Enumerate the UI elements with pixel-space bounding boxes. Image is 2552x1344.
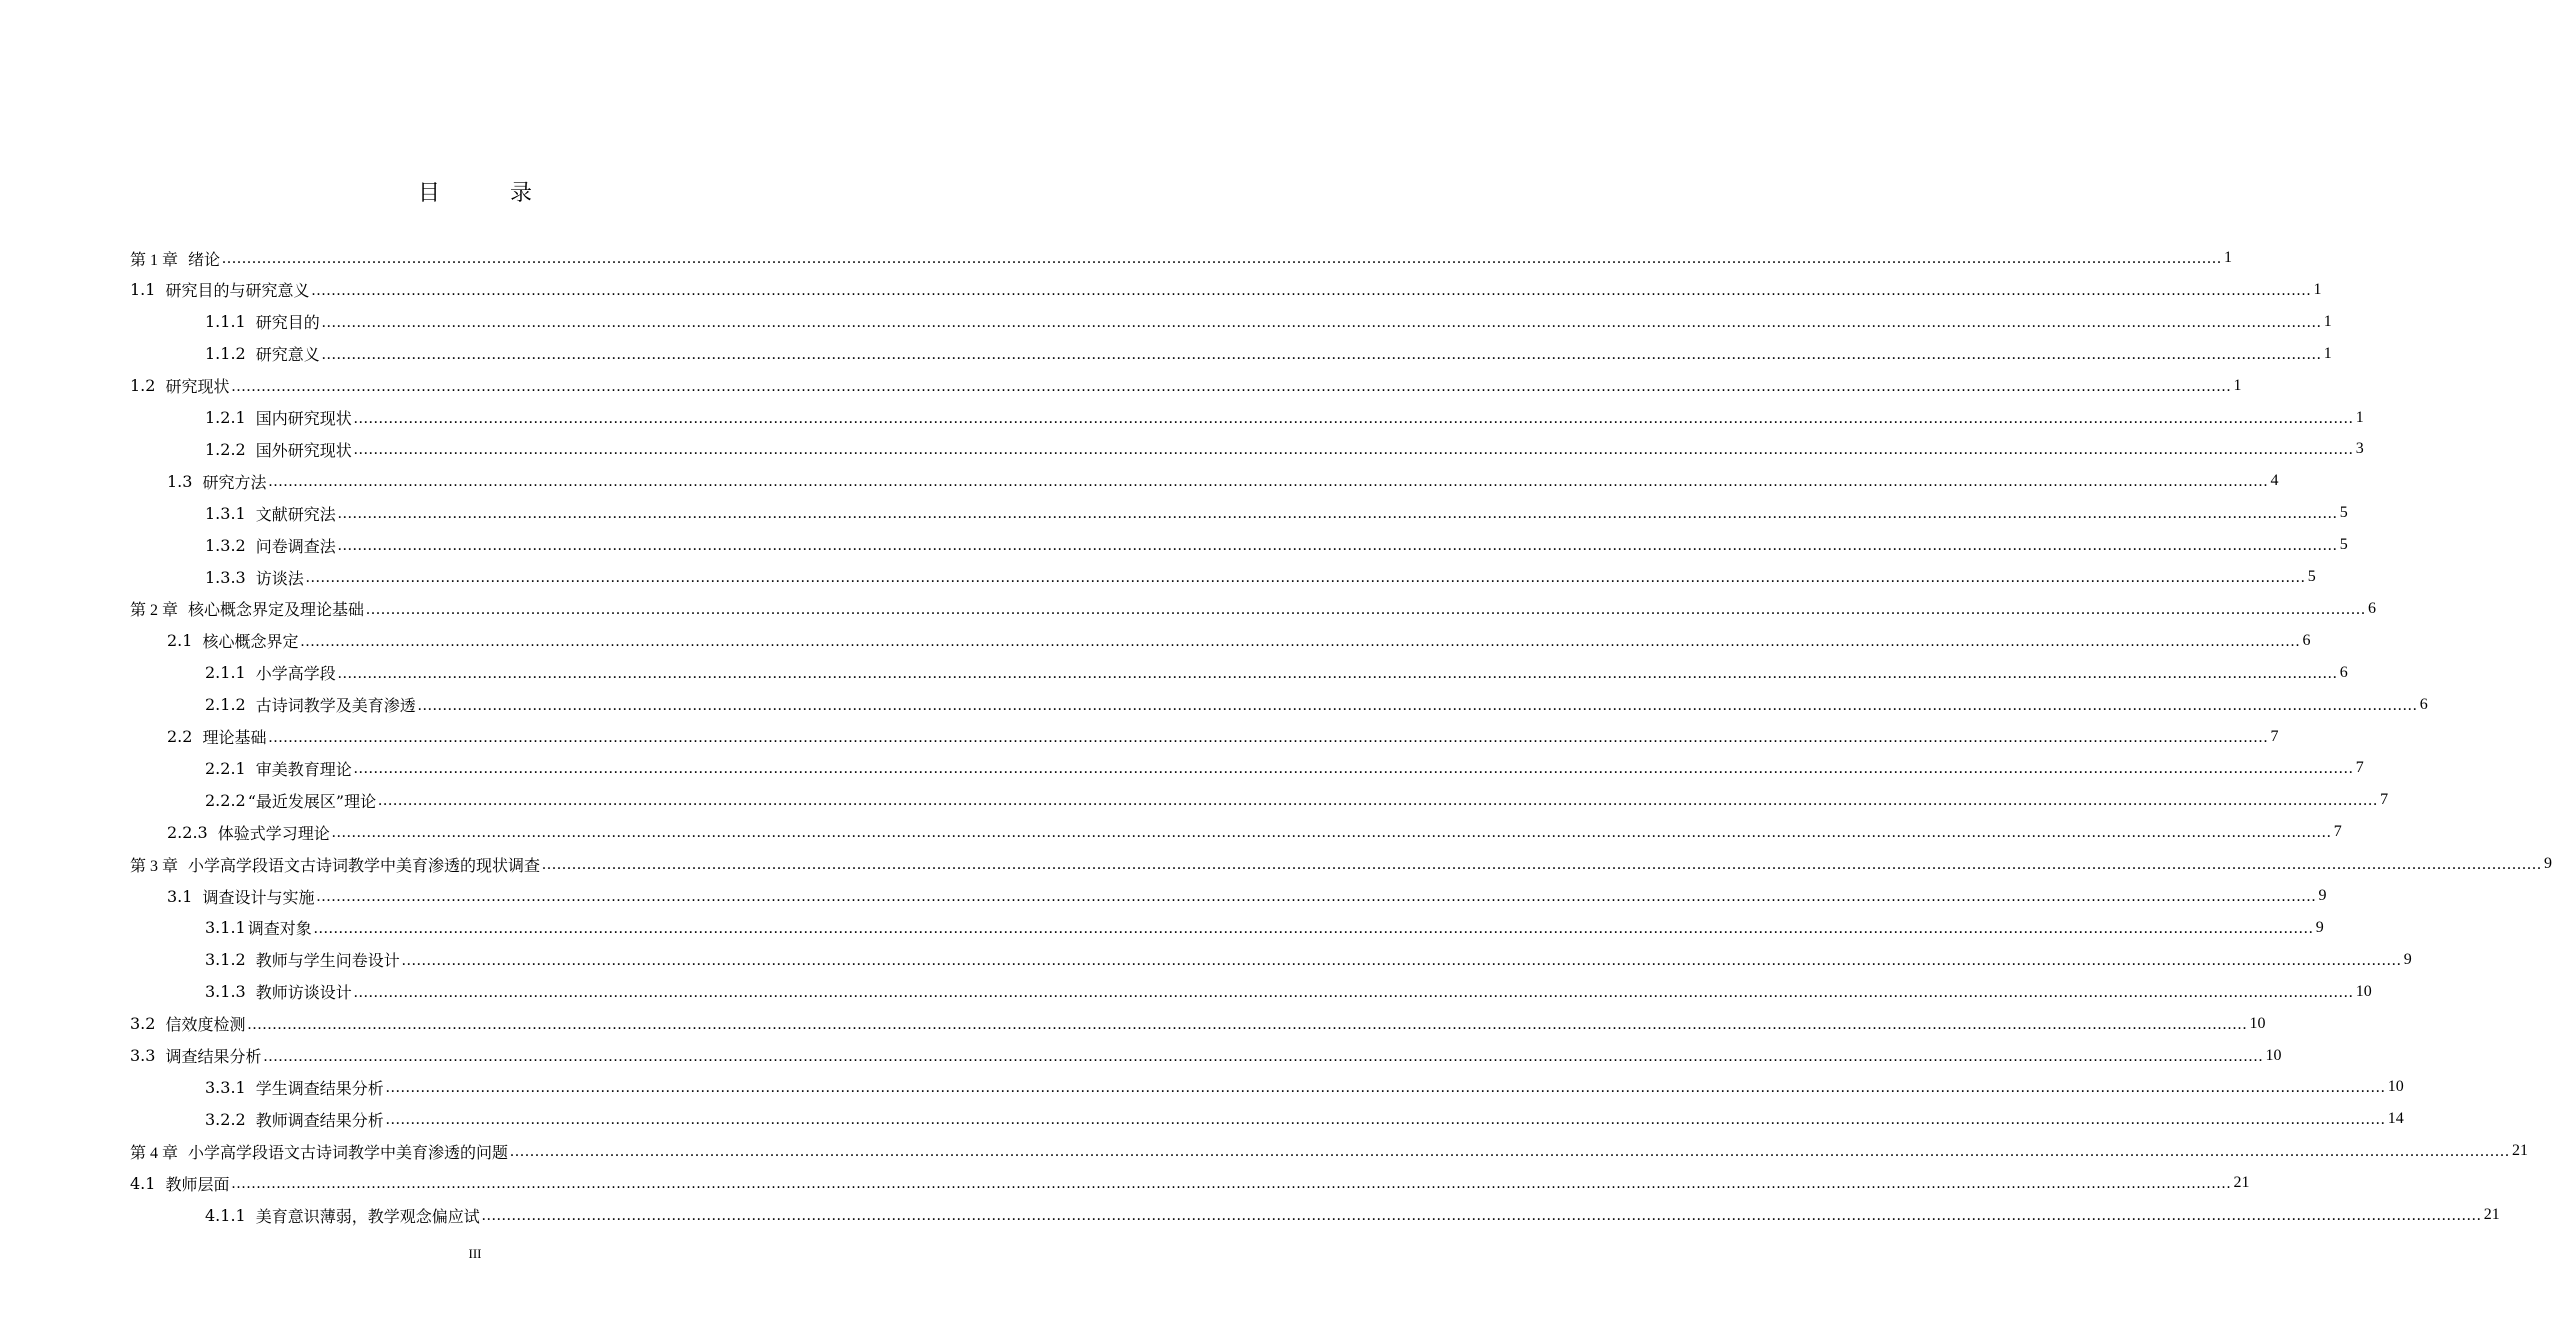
toc-entry-title: 调查设计与实施 [202,887,315,907]
toc-leader-dots: ................................................................................................................................................................................................................................................................................................................................................................................................................ [247,1015,2248,1033]
toc-leader-dots: ................................................................................................................................................................................................................................................................................................................................................................................................................ [353,760,2354,778]
toc-entry-page: 14 [2387,1110,2404,1128]
toc-entry-page: 10 [2355,982,2372,1000]
toc-leader-dots: ................................................................................................................................................................................................................................................................................................................................................................................................................ [417,696,2418,714]
toc-leader-dots: ................................................................................................................................................................................................................................................................................................................................................................................................................ [316,888,2317,905]
toc-entry-title: 美育意识薄弱，教学观念偏应试 [255,1206,480,1226]
toc-leader-dots: ................................................................................................................................................................................................................................................................................................................................................................................................................ [385,1111,2386,1129]
toc-entry-title: 调查结果分析 [165,1047,262,1066]
toc-entry-number: 第 1 章 [130,251,179,269]
toc-entry[interactable] [130,370,2242,402]
toc-entry-title: 绪论 [188,249,221,269]
toc-entry-page: 7 [2333,823,2342,841]
toc-entry-page: 9 [2403,950,2412,968]
toc-leader-dots: ................................................................................................................................................................................................................................................................................................................................................................................................................ [481,1207,2482,1224]
toc-entry-page: 9 [2544,855,2552,873]
toc-entry-page: 1 [2233,376,2242,394]
toc-entry-page: 9 [2315,918,2324,936]
toc-entry-number: 第 3 章 [130,857,179,875]
toc-entry[interactable] [205,752,2364,784]
toc-entry-number: 第 2 章 [130,602,179,620]
toc-entry-page: 7 [2355,759,2364,777]
toc-entry[interactable] [205,1103,2404,1135]
toc-leader-dots: ................................................................................................................................................................................................................................................................................................................................................................................................................ [353,441,2354,459]
toc-leader-dots: ................................................................................................................................................................................................................................................................................................................................................................................................................ [353,409,2354,427]
toc-leader-dots: ................................................................................................................................................................................................................................................................................................................................................................................................................ [353,983,2354,1001]
toc-entry-title: 国内研究现状 [255,409,352,428]
toc-entry-number: 3.1 [167,886,193,906]
toc-entry-page: 10 [2249,1014,2266,1032]
toc-entry-number: 2.1.1 [205,663,246,683]
page-title: 目 录 [417,181,556,206]
toc-entry-number: 2.2.3 [167,822,208,842]
page-number-footer: III [468,1246,482,1261]
toc-entry-number: 2.1.2 [205,695,246,715]
toc-entry[interactable] [205,976,2372,1008]
toc-entry-page: 1 [2323,344,2332,362]
toc-entry-page: 10 [2265,1046,2282,1064]
toc-entry-number: 4.1 [130,1173,156,1193]
toc-entry-number: 1.1.2 [205,344,246,364]
toc-entry-number: 2.2.1 [205,758,246,778]
toc-entry-title: 小学高学段 [255,664,336,684]
toc-entry-number: 2.2.2 [205,790,246,810]
toc-leader-dots: ................................................................................................................................................................................................................................................................................................................................................................................................................ [378,792,2379,810]
toc-leader-dots: ................................................................................................................................................................................................................................................................................................................................................................................................................ [337,505,2338,523]
toc-leader-dots: ................................................................................................................................................................................................................................................................................................................................................................................................................ [321,345,2322,363]
toc-leader-dots: ................................................................................................................................................................................................................................................................................................................................................................................................................ [222,250,2223,267]
toc-entry[interactable] [167,880,2327,912]
toc-entry-number: 1.1 [130,280,156,300]
toc-entry[interactable] [130,1135,2529,1167]
toc-entry[interactable] [205,561,2316,593]
toc-entry-title: 信效度检测 [165,1015,246,1035]
toc-entry-page: 7 [2270,727,2279,745]
toc-entry-title: 研究意义 [255,345,320,365]
toc-entry[interactable] [205,306,2332,338]
toc-leader-dots: ................................................................................................................................................................................................................................................................................................................................................................................................................ [321,313,2322,331]
toc-entry[interactable] [130,274,2322,306]
toc-entry-number: 3.1.1 [205,918,246,938]
toc-entry-title: 调查对象 [247,919,312,939]
toc-leader-dots: ................................................................................................................................................................................................................................................................................................................................................................................................................ [401,951,2402,969]
toc-entry-title: 理论基础 [202,728,267,747]
toc-leader-dots: ................................................................................................................................................................................................................................................................................................................................................................................................................ [385,1079,2386,1097]
toc-entry[interactable] [205,402,2364,434]
toc-leader-dots: ................................................................................................................................................................................................................................................................................................................................................................................................................ [263,1047,2264,1065]
toc-entry-page: 1 [2355,408,2364,426]
toc-entry-page: 1 [2323,312,2332,330]
toc-entry-title: 教师调查结果分析 [255,1110,384,1130]
toc-entry-title: 教师层面 [165,1174,230,1194]
toc-entry-number: 1.3.1 [205,503,246,523]
toc-entry[interactable] [205,944,2412,976]
toc-entry[interactable] [205,529,2348,561]
toc-entry[interactable] [130,1040,2282,1072]
toc-entry-page: 10 [2387,1078,2404,1096]
toc-entry[interactable] [205,784,2389,816]
toc-entry-title: “最近发展区”理论 [247,791,377,811]
toc-entry-page: 7 [2380,791,2389,809]
toc-entry[interactable] [167,721,2279,753]
toc-entry-title: 研究现状 [165,377,230,397]
toc-entry-number: 1.3.3 [205,567,246,587]
toc-entry-title: 文献研究法 [255,504,336,524]
toc-leader-dots: ................................................................................................................................................................................................................................................................................................................................................................................................................ [305,569,2306,586]
toc-entry-number: 1.1.1 [205,312,246,332]
toc-entry-title: 国外研究现状 [255,440,352,460]
toc-entry-title: 小学高学段语文古诗词教学中美育渗透的问题 [188,1142,509,1162]
toc-entry[interactable] [205,338,2332,370]
toc-leader-dots: ................................................................................................................................................................................................................................................................................................................................................................................................................ [313,919,2314,937]
toc-entry[interactable] [205,1071,2404,1103]
toc-entry[interactable] [205,912,2324,944]
toc-entry-title: 研究目的与研究意义 [165,281,310,301]
toc-entry-page: 6 [2339,663,2348,681]
toc-entry-number: 3.2 [130,1014,156,1034]
toc-entry-number: 1.3 [167,471,193,491]
toc-leader-dots: ................................................................................................................................................................................................................................................................................................................................................................................................................ [268,473,2269,491]
toc-entry[interactable] [167,625,2311,657]
toc-entry[interactable] [205,689,2428,721]
toc-entry-number: 4.1.1 [205,1205,246,1225]
toc-leader-dots: ................................................................................................................................................................................................................................................................................................................................................................................................................ [331,824,2332,842]
toc-entry-page: 3 [2355,440,2364,458]
toc-entry-number: 2.2 [167,727,193,746]
toc-entry-number: 3.2.2 [205,1109,246,1129]
toc-entry-title: 访谈法 [255,568,304,588]
toc-entry-title: 问卷调查法 [255,536,336,556]
toc-entry-title: 研究方法 [202,472,267,492]
toc-entry-page: 4 [2270,472,2279,490]
toc-entry-page: 5 [2339,536,2348,554]
toc-entry-page: 5 [2307,568,2316,585]
toc-entry[interactable] [130,593,2377,625]
toc-entry-number: 1.3.2 [205,535,246,555]
toc-entry-title: 审美教育理论 [255,759,352,779]
toc-entry[interactable] [167,465,2279,497]
toc-entry-page: 9 [2318,887,2327,904]
toc-entry-title: 核心概念界定及理论基础 [188,600,365,620]
toc-leader-dots: ................................................................................................................................................................................................................................................................................................................................................................................................................ [268,728,2269,746]
toc-entry-page: 21 [2233,1174,2250,1192]
toc-entry[interactable] [130,1167,2250,1199]
toc-entry-number: 3.1.3 [205,982,246,1002]
toc-entry-number: 1.2.2 [205,439,246,459]
toc-entry-number: 2.1 [167,631,193,651]
toc-entry-title: 教师访谈设计 [255,983,352,1003]
toc-entry-page: 21 [2512,1142,2529,1160]
toc-entry[interactable] [130,1008,2266,1040]
toc-entry-title: 教师与学生问卷设计 [255,951,400,971]
toc-leader-dots: ................................................................................................................................................................................................................................................................................................................................................................................................................ [311,281,2312,299]
toc-entry-title: 体验式学习理论 [217,823,330,843]
toc-entry-page: 21 [2483,1206,2500,1223]
toc-entry-title: 核心概念界定 [202,632,299,652]
toc-entry-number: 1.2.1 [205,408,246,427]
toc-entry[interactable] [205,657,2348,689]
toc-entry-page: 6 [2419,695,2428,713]
toc-entry[interactable] [205,1199,2500,1231]
toc-entry[interactable] [205,497,2348,529]
toc-leader-dots: ................................................................................................................................................................................................................................................................................................................................................................................................................ [366,600,2367,618]
toc-entry-title: 小学高学段语文古诗词教学中美育渗透的现状调查 [188,855,541,875]
toc-entry-title: 学生调查结果分析 [255,1078,384,1098]
toc-entry[interactable] [130,848,2552,880]
toc-entry-page: 6 [2368,599,2377,617]
toc-entry-title: 古诗词教学及美育渗透 [255,696,416,716]
toc-entry[interactable] [205,433,2364,465]
toc-entry-page: 6 [2302,631,2311,649]
toc-entry-page: 5 [2339,504,2348,522]
toc-entry[interactable] [167,816,2342,848]
toc-leader-dots: ................................................................................................................................................................................................................................................................................................................................................................................................................ [337,537,2338,555]
toc-leader-dots: ................................................................................................................................................................................................................................................................................................................................................................................................................ [510,1143,2511,1161]
toc-leader-dots: ................................................................................................................................................................................................................................................................................................................................................................................................................ [231,377,2232,395]
toc-leader-dots: ................................................................................................................................................................................................................................................................................................................................................................................................................ [337,664,2338,682]
toc-entry-number: 3.1.2 [205,950,246,970]
toc-leader-dots: ................................................................................................................................................................................................................................................................................................................................................................................................................ [231,1175,2232,1193]
toc-entry-page: 1 [2313,280,2322,298]
toc-entry-number: 1.2 [130,376,156,396]
toc-entry-number: 3.3 [130,1046,156,1065]
toc-leader-dots: ................................................................................................................................................................................................................................................................................................................................................................................................................ [542,856,2543,874]
toc-leader-dots: ................................................................................................................................................................................................................................................................................................................................................................................................................ [300,632,2301,650]
toc-entry-number: 第 4 章 [130,1144,179,1162]
toc-entry-page: 1 [2224,249,2233,266]
toc-entry-number: 3.3.1 [205,1077,246,1097]
toc-entry[interactable] [130,242,2233,274]
toc-entry-title: 研究目的 [255,313,320,333]
